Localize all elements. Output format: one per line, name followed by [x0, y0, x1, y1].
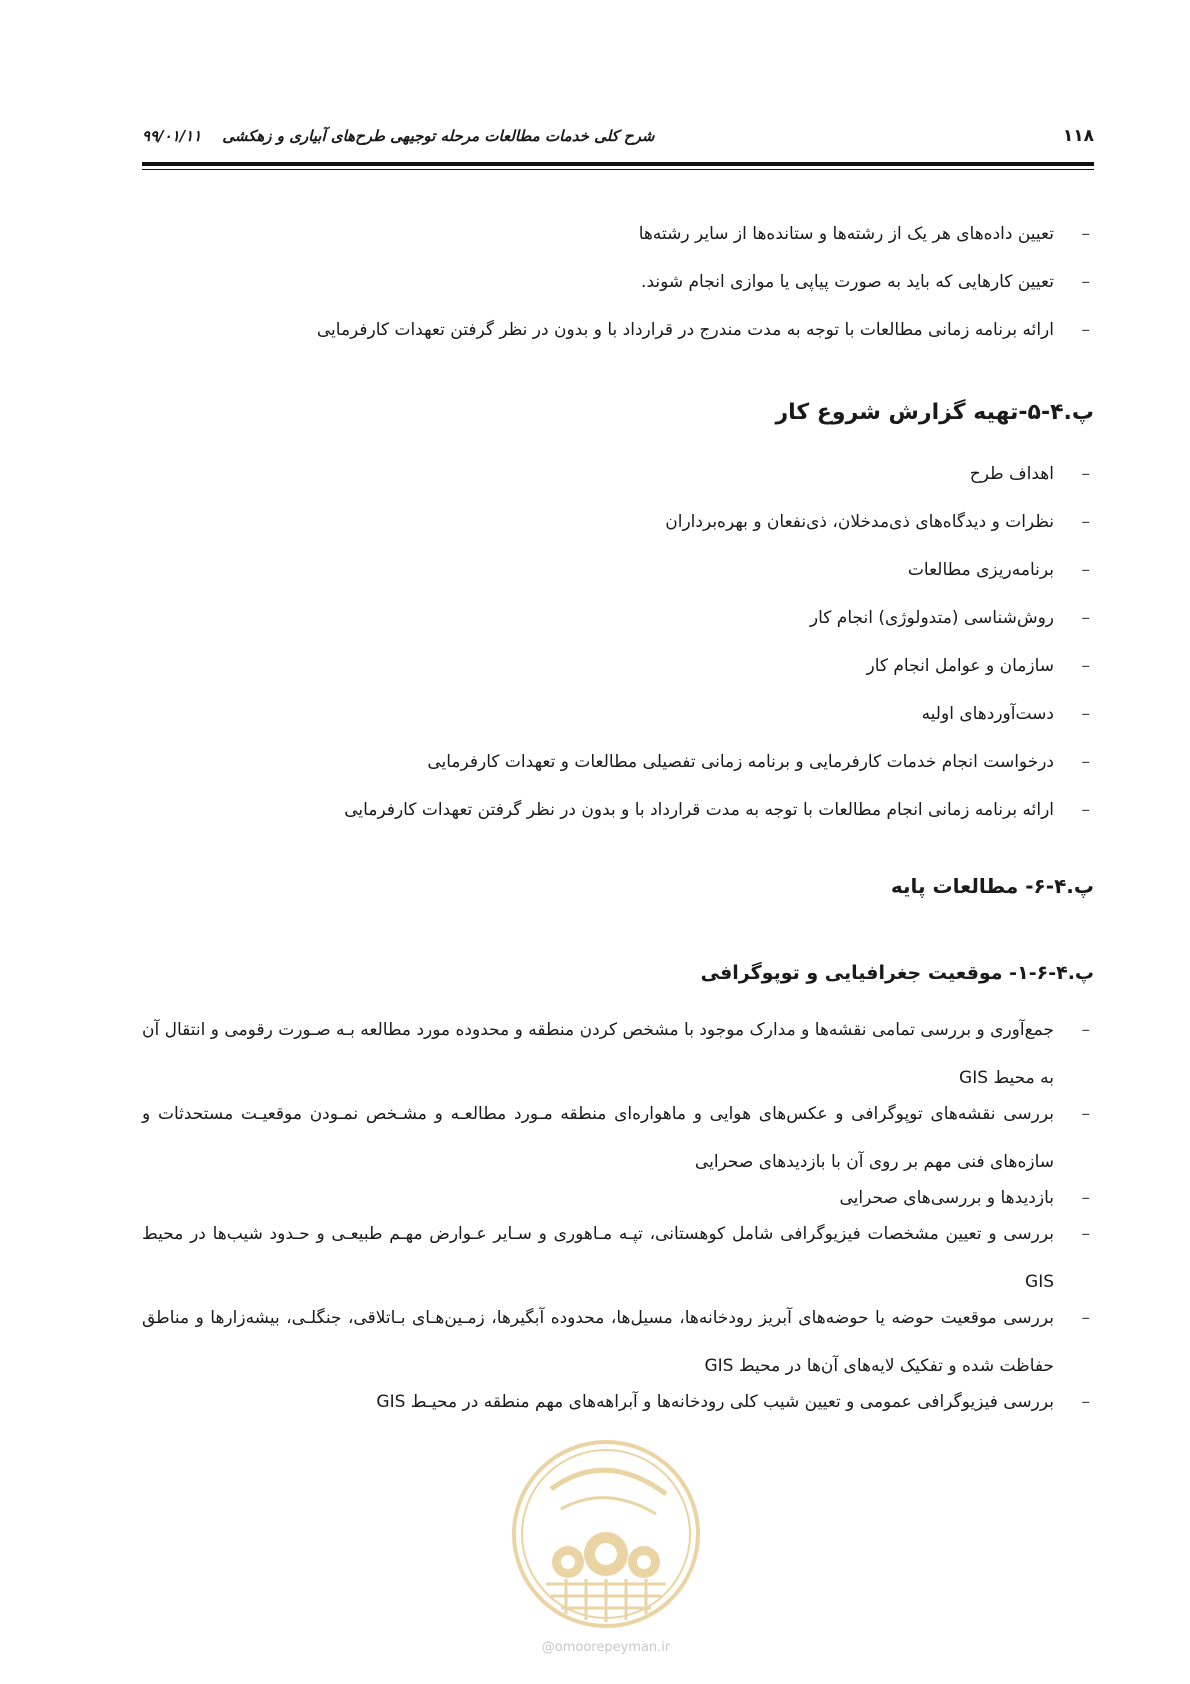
list-item: – دست‌آوردهای اولیه [921, 704, 1090, 724]
dash-bullet-icon: – [1081, 608, 1090, 628]
list-item: – تعیین داده‌های هر یک از رشته‌ها و ستانده‌ها از سایر رشته‌ها [638, 224, 1090, 244]
dash-bullet-icon: – [1081, 752, 1090, 772]
watermark-url: @omoorepeyman.ir [541, 1640, 671, 1655]
dash-bullet-icon: – [1081, 1224, 1090, 1244]
section-heading-4-6-1: پ.۴-۶-۱- موقعیت جغرافیایی و توپوگرافی [700, 962, 1094, 984]
list-item: – نظرات و دیدگاه‌های ذی‌مدخلان، ذی‌نفعان و بهره‌برداران [665, 512, 1090, 532]
dash-bullet-icon: – [1081, 560, 1090, 580]
list-item: – بررسی نقشه‌های توپوگرافی و عکس‌های هوایی و ماهواره‌ای منطقه مـورد مطالعـه و مشـخص نمـودن موقعیـت مستحدثات و سازه‌های فنی مهم بر روی آن با بازدیدهای صحرایی [142, 1090, 1094, 1186]
dash-bullet-icon: – [1081, 1392, 1090, 1412]
header-title: شرح کلی خدمات مطالعات مرحله توجیهی طرح‌های آبیاری و زهکشی [222, 127, 655, 145]
list-item: – بررسی و تعیین مشخصات فیزیوگرافی شامل کوهستانی، تپـه مـاهوری و سـایر عـوارض مهـم طبیعـی و حـدود شیب‌ها در محیط GIS [142, 1210, 1094, 1306]
dash-bullet-icon: – [1081, 320, 1090, 340]
list-section-4-6-1 [142, 1018, 1094, 1426]
list-item: – جمع‌آوری و بررسی تمامی نقشه‌ها و مدارک موجود با مشخص کردن منطقه و محدوده مورد مطالعه بـه صـورت رقومی و انتقال آن به محیط GIS [142, 1006, 1094, 1102]
list-item: – بررسی موقعیت حوضه یا حوضه‌های آبریز رودخانه‌ها، مسیل‌ها، محدوده آبگیرها، زمـین‌هـای بـاتلاقی، جنگلـی، بیشه‌زارها و مناطق حفاظت شده و تفکیک لایه‌های آن‌ها در محیط GIS [142, 1294, 1094, 1390]
dash-bullet-icon: – [1081, 704, 1090, 724]
section-heading-4-5: پ.۴-۵-تهیه گزارش شروع کار [775, 400, 1094, 425]
list-item: – برنامه‌ریزی مطالعات [907, 560, 1090, 580]
list-item: – ارائه برنامه زمانی انجام مطالعات با توجه به مدت قرارداد با و بدون در نظر گرفتن تعهدات کارفرمایی [344, 800, 1090, 820]
list-item: – سازمان و عوامل انجام کار [866, 656, 1090, 676]
list-item: – بازدیدها و بررسی‌های صحرایی [142, 1174, 1094, 1222]
list-item: – بررسی فیزیوگرافی عمومی و تعیین شیب کلی رودخانه‌ها و آبراهه‌های مهم منطقه در محیـط GIS [142, 1378, 1094, 1426]
dash-bullet-icon: – [1081, 512, 1090, 532]
dash-bullet-icon: – [1081, 1020, 1090, 1040]
list-section-4-5 [142, 462, 1094, 846]
header-date: ۹۹/۰۱/۱۱ [142, 127, 202, 145]
section-heading-4-6: پ.۴-۶- مطالعات پایه [890, 874, 1094, 898]
page-body [142, 0, 1094, 1684]
list-item: – درخواست انجام خدمات کارفرمایی و برنامه زمانی تفصیلی مطالعات و تعهدات کارفرمایی [427, 752, 1090, 772]
dash-bullet-icon: – [1081, 1104, 1090, 1124]
logo-script-icon [551, 1470, 666, 1494]
dash-bullet-icon: – [1081, 464, 1090, 484]
dash-bullet-icon: – [1081, 1188, 1090, 1208]
list-item: – روش‌شناسی (متدولوژی) انجام کار [809, 608, 1090, 628]
dash-bullet-icon: – [1081, 656, 1090, 676]
dash-bullet-icon: – [1081, 800, 1090, 820]
list-item: – اهداف طرح [969, 464, 1090, 484]
page-number: ۱۱۸ [1062, 126, 1094, 146]
list-item: – ارائه برنامه زمانی مطالعات با توجه به مدت مندرج در قرارداد با و بدون در نظر گرفتن تعهدات کارفرمایی [316, 320, 1090, 340]
dash-bullet-icon: – [1081, 1308, 1090, 1328]
list-item: – تعیین کارهایی که باید به صورت پیاپی یا موازی انجام شوند. [641, 272, 1090, 292]
dash-bullet-icon: – [1081, 272, 1090, 292]
dash-bullet-icon: – [1081, 224, 1090, 244]
list-a [142, 222, 1094, 366]
watermark-logo [506, 1434, 706, 1634]
